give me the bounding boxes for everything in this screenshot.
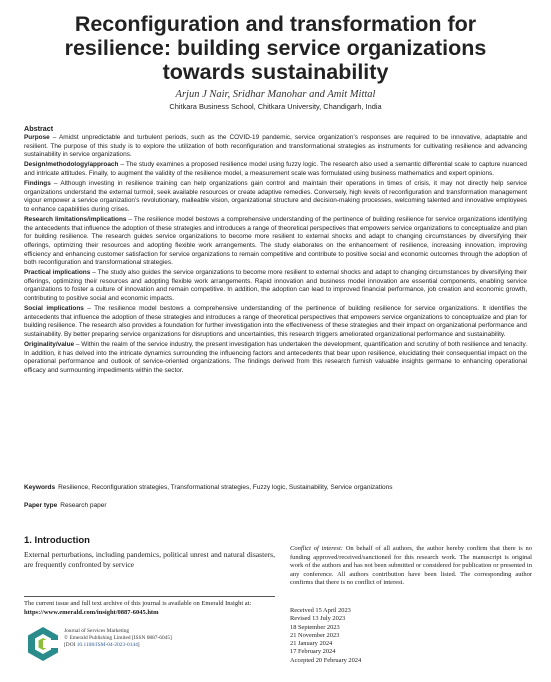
section-text: – The study examines a proposed resilience model using fuzzy logic. The research also used a semantic differential scale to capture nuanced and intricate attitudes. Finally, to augment the validity of the resilience model, a measurement scale was formulated using business mathematics and expert opinions. bbox=[24, 161, 527, 177]
title-line: resilience: building service organizations bbox=[64, 36, 487, 60]
abstract-social-implications bbox=[24, 305, 527, 339]
section-label: Design/methodology/approach bbox=[24, 161, 119, 169]
paper-type bbox=[24, 501, 527, 510]
conflict-of-interest bbox=[290, 545, 532, 588]
affiliation: Chitkara Business School, Chitkara University, Chandigarh, India bbox=[169, 102, 382, 111]
history-date: 18 September 2023 bbox=[290, 623, 340, 631]
article-title bbox=[20, 12, 531, 84]
section-text: – The resilience model bestows a comprehensive understanding of the pertinence of building resilience for service organizations. It identifies the antecedents that influence the adoption of these strategies and introduces a range of theoretical perspectives that empowers service organizations to conceptualize and plan for building resilience. The research also provides a foundation for further investigation into the effectiveness of these strategies and their impact on organizational performance and sustainability. By better preparing service organizations for disruptions and uncertainties, this research triggers ameliorated organizational performance and sustainability. bbox=[24, 305, 528, 339]
author-list: Arjun J Nair, Sridhar Manohar and Amit Mittal bbox=[175, 89, 376, 100]
keywords-text: Resilience, Reconfiguration strategies, Transformational strategies, Fuzzy logic, Sustainability, Service organizations bbox=[58, 484, 393, 491]
paper-type-label: Paper type bbox=[24, 502, 58, 509]
keywords-label: Keywords bbox=[24, 484, 56, 491]
abstract-practical-implications bbox=[24, 269, 527, 303]
title-line: Reconfiguration and transformation for bbox=[74, 12, 477, 36]
section-label: Findings bbox=[24, 180, 51, 188]
section-label: Purpose bbox=[24, 134, 50, 141]
section-label: Social implications bbox=[24, 305, 84, 313]
doi-link[interactable]: 10.1108/JSM-04-2023-0144 bbox=[76, 642, 138, 649]
footnote-divider bbox=[24, 596, 275, 597]
journal-name: Journal of Services Marketing bbox=[64, 628, 130, 634]
keywords bbox=[24, 483, 527, 492]
abstract-heading: Abstract bbox=[24, 124, 54, 133]
article-history bbox=[290, 607, 490, 665]
archive-note bbox=[24, 600, 275, 617]
abstract-findings bbox=[24, 180, 527, 214]
history-date: 21 November 2023 bbox=[290, 631, 340, 639]
abstract bbox=[24, 124, 527, 377]
abstract-research-limitations bbox=[24, 216, 527, 268]
coi-text: On behalf of all authors, the author hereby confirm that there is no funding approved/received/sanctioned for this research work. The manuscript is original work of the authors and has not been submitted or considered for publication or presented in any conference. All authors contribution have been listed. The corresponding author confirms that there is no conflict of interest. bbox=[290, 545, 532, 587]
coi-label: Conflict of interest: bbox=[290, 545, 343, 552]
title-line: towards sustainability bbox=[162, 60, 389, 84]
paper-type-text: Research paper bbox=[60, 502, 107, 509]
introduction-paragraph: External perturbations, including pandemics, political unrest and natural disasters, are frequently confronted by service bbox=[24, 550, 275, 569]
emerald-logo-icon bbox=[26, 626, 60, 662]
section-label: Originality/value bbox=[24, 341, 75, 349]
archive-text: The current issue and full text archive of this journal is available on Emerald Insight at: bbox=[24, 600, 252, 607]
history-date: Received 15 April 2023 bbox=[290, 607, 351, 614]
section-text: – Although investing in resilience training can help organizations gain control and maintain their operations in times of crisis, it may not directly help service organizations understand the external turmoil, seek available resources or create adaptive remedies. Conversely, high levels of reconfiguration and transformation management vigour empower a service organization’s revolutionary, malleable vision, organizational structure and decision-making processes, welcoming talented and innovative employees to enhance capabilities during crises. bbox=[24, 180, 527, 213]
archive-link[interactable]: https://www.emerald.com/insight/0887-6045.htm bbox=[24, 608, 159, 616]
section-text: – The resilience model bestows a comprehensive understanding of the pertinence of building resilience for service organizations identifying the antecedents that influence the adoption of these strategies and introduces a range of theoretical perspectives that empowers service organizations to conceptualize and plan for building resilience. The research guides service organizations to become more resilient to external shocks and adapt to changing circumstances by diversifying their offerings, optimizing their resources and adopting flexible work arrangements. The study elaborates on the enhancement of resilience, increasing innovation, improving efficiency and enhancing customer satisfaction for service organizations to remain competitive and contribute to positive social and economic outcomes through the adoption of both reconfiguration and transformational strategies. bbox=[24, 216, 527, 267]
section-text: – Within the realm of the service industry, the present investigation has undertaken the development, quantification and scrutiny of both resilience and tenacity. In addition, it has delved into the intricate dynamics surrounding the influencing factors and antecedents that bear upon resilience, elucidating their consequential impact on the operational performance and outlook of service-oriented organizations. The findings derived from this research furnish valuable insights germane to enhancing operational efficacy and surmounting impediments within the sector. bbox=[24, 341, 527, 374]
journal-publisher: © Emerald Publishing Limited [ISSN 0887-6045] bbox=[64, 635, 172, 642]
history-date: 21 January 2024 bbox=[290, 640, 333, 648]
history-date: 17 February 2024 bbox=[290, 648, 336, 656]
abstract-originality bbox=[24, 341, 527, 375]
history-date: Accepted 20 February 2024 bbox=[290, 656, 362, 664]
section-label: Research limitations/implications bbox=[24, 216, 127, 224]
journal-info bbox=[64, 628, 264, 650]
section-heading-introduction: 1. Introduction bbox=[24, 535, 90, 546]
section-label: Practical implications bbox=[24, 269, 91, 277]
history-date: Revised 13 July 2023 bbox=[290, 615, 346, 623]
journal-doi: [DOI 10.1108/JSM-04-2023-0144] bbox=[64, 642, 140, 649]
abstract-design bbox=[24, 161, 527, 178]
abstract-purpose bbox=[24, 134, 527, 160]
section-text: – Amidst unpredictable and turbulent periods, such as the COVID-19 pandemic, service organization’s responses are required to be innovative, adaptable and resilient. The purpose of this study is to explore the utilization of both reconfiguration and transformational strategies as instruments for cultivating resilience and advancing sustainability in service organizations. bbox=[24, 134, 527, 159]
section-text: – The study also guides the service organizations to become more resilient to external shocks and adapt to changing circumstances by diversifying their offerings, optimizing their resources and adopting flexible work arrangements. Rapid innovation and business model innovation are essential components, enabling service organizations to foster a culture of innovation and remain competitive. In addition, the adoption can lead to improved financial performance, job creation and economic growth, contributing to positive social and economic impacts. bbox=[24, 269, 527, 303]
